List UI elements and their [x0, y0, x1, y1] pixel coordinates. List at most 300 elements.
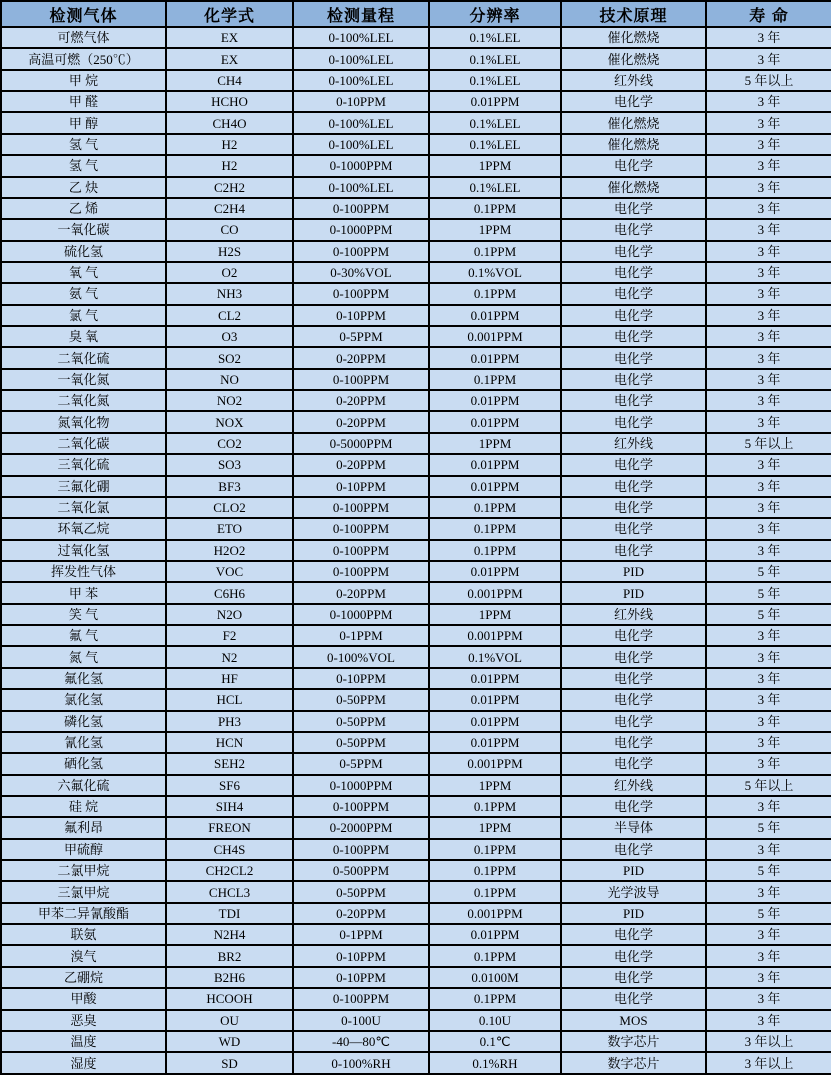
table-cell: 1PPM [429, 219, 561, 240]
table-cell: 0-100%LEL [293, 112, 429, 133]
table-cell: 硫化氢 [1, 241, 166, 262]
table-header-row [1, 1, 831, 27]
table-cell: 0-100PPM [293, 540, 429, 561]
table-cell: 5 年 [706, 582, 831, 603]
table-cell: 0.1PPM [429, 241, 561, 262]
table-cell: 0.1PPM [429, 796, 561, 817]
table-row [1, 924, 831, 945]
table-cell: 5 年以上 [706, 433, 831, 454]
table-cell: 电化学 [561, 497, 706, 518]
table-cell: 3 年 [706, 283, 831, 304]
table-cell: 0.1PPM [429, 839, 561, 860]
table-cell: 0.01PPM [429, 390, 561, 411]
table-cell: 5 年 [706, 561, 831, 582]
table-cell: 1PPM [429, 775, 561, 796]
table-cell: 电化学 [561, 91, 706, 112]
table-cell: CL2 [166, 305, 293, 326]
table-cell: 0.1%LEL [429, 112, 561, 133]
table-cell: ETO [166, 518, 293, 539]
table-cell: 电化学 [561, 155, 706, 176]
table-cell: 3 年 [706, 390, 831, 411]
table-cell: 0-50PPM [293, 689, 429, 710]
table-cell: 0.01PPM [429, 561, 561, 582]
table-cell: 电化学 [561, 839, 706, 860]
table-cell: 3 年 [706, 48, 831, 69]
table-row [1, 155, 831, 176]
table-cell: 0.01PPM [429, 347, 561, 368]
table-cell: CO2 [166, 433, 293, 454]
table-cell: 电化学 [561, 732, 706, 753]
table-cell: 0-50PPM [293, 881, 429, 902]
table-cell: 0.1%VOL [429, 646, 561, 667]
table-cell: 0.01PPM [429, 305, 561, 326]
table-cell: 0-5PPM [293, 753, 429, 774]
table-row [1, 91, 831, 112]
table-cell: 0-20PPM [293, 390, 429, 411]
table-cell: 一氧化氮 [1, 369, 166, 390]
table-row [1, 881, 831, 902]
table-cell: 0-1PPM [293, 625, 429, 646]
table-cell: 电化学 [561, 198, 706, 219]
table-cell: 0.001PPM [429, 903, 561, 924]
table-cell: B2H6 [166, 967, 293, 988]
table-cell: O2 [166, 262, 293, 283]
table-cell: 电化学 [561, 219, 706, 240]
table-row [1, 27, 831, 48]
column-header-gas: 检测气体 [1, 1, 166, 27]
table-row [1, 903, 831, 924]
table-cell: SO2 [166, 347, 293, 368]
table-cell: 0.01PPM [429, 732, 561, 753]
table-cell: 0.1PPM [429, 540, 561, 561]
table-cell: 可燃气体 [1, 27, 166, 48]
table-cell: 二氧化氯 [1, 497, 166, 518]
table-cell: 0.1%LEL [429, 134, 561, 155]
table-cell: 电化学 [561, 454, 706, 475]
table-row [1, 945, 831, 966]
table-cell: 0-20PPM [293, 347, 429, 368]
table-cell: 0-20PPM [293, 903, 429, 924]
table-cell: 臭 氧 [1, 326, 166, 347]
table-cell: 1PPM [429, 604, 561, 625]
table-cell: 三氧化硫 [1, 454, 166, 475]
table-cell: 电化学 [561, 347, 706, 368]
table-cell: 电化学 [561, 262, 706, 283]
table-cell: 0-100PPM [293, 369, 429, 390]
table-row [1, 70, 831, 91]
table-cell: C6H6 [166, 582, 293, 603]
table-cell: TDI [166, 903, 293, 924]
table-cell: NOX [166, 411, 293, 432]
table-cell: CLO2 [166, 497, 293, 518]
table-cell: 催化燃烧 [561, 27, 706, 48]
table-cell: 催化燃烧 [561, 48, 706, 69]
table-cell: 氮氧化物 [1, 411, 166, 432]
table-cell: FREON [166, 817, 293, 838]
table-cell: PID [561, 860, 706, 881]
table-row [1, 347, 831, 368]
table-cell: MOS [561, 1010, 706, 1031]
table-cell: 三氟化硼 [1, 476, 166, 497]
table-row [1, 988, 831, 1009]
table-row [1, 177, 831, 198]
table-cell: 湿度 [1, 1052, 166, 1074]
table-cell: 氢 气 [1, 155, 166, 176]
table-cell: 3 年 [706, 27, 831, 48]
table-cell: 电化学 [561, 668, 706, 689]
table-cell: 硅 烷 [1, 796, 166, 817]
table-cell: 0.01PPM [429, 411, 561, 432]
table-cell: 0-2000PPM [293, 817, 429, 838]
table-cell: PID [561, 561, 706, 582]
table-cell: SD [166, 1052, 293, 1074]
table-cell: 甲 苯 [1, 582, 166, 603]
table-cell: O3 [166, 326, 293, 347]
table-cell: 恶臭 [1, 1010, 166, 1031]
column-header-principle: 技术原理 [561, 1, 706, 27]
table-cell: 1PPM [429, 817, 561, 838]
table-row [1, 625, 831, 646]
table-row [1, 326, 831, 347]
table-row [1, 646, 831, 667]
table-cell: 0.1%VOL [429, 262, 561, 283]
table-row [1, 561, 831, 582]
table-row [1, 732, 831, 753]
table-cell: 0-500PPM [293, 860, 429, 881]
table-cell: 氧 气 [1, 262, 166, 283]
table-cell: 0.1%RH [429, 1052, 561, 1074]
table-cell: 乙 烯 [1, 198, 166, 219]
table-cell: 3 年 [706, 1010, 831, 1031]
table-cell: 0-100PPM [293, 988, 429, 1009]
table-cell: BF3 [166, 476, 293, 497]
table-cell: 3 年 [706, 646, 831, 667]
table-cell: 乙 炔 [1, 177, 166, 198]
column-header-formula: 化学式 [166, 1, 293, 27]
table-cell: 0-20PPM [293, 582, 429, 603]
table-row [1, 112, 831, 133]
table-cell: 0-50PPM [293, 711, 429, 732]
table-cell: 0-100PPM [293, 497, 429, 518]
table-cell: 氯化氢 [1, 689, 166, 710]
table-cell: 电化学 [561, 625, 706, 646]
table-cell: 电化学 [561, 945, 706, 966]
table-cell: 甲硫醇 [1, 839, 166, 860]
table-cell: 催化燃烧 [561, 112, 706, 133]
table-cell: 电化学 [561, 518, 706, 539]
table-cell: 0-100%LEL [293, 134, 429, 155]
table-cell: 0-100%VOL [293, 646, 429, 667]
table-cell: 3 年 [706, 668, 831, 689]
table-cell: 数字芯片 [561, 1031, 706, 1052]
table-cell: 二氧化碳 [1, 433, 166, 454]
table-cell: 0.1PPM [429, 369, 561, 390]
table-cell: 电化学 [561, 967, 706, 988]
table-row [1, 668, 831, 689]
table-cell: 乙硼烷 [1, 967, 166, 988]
table-cell: 0-5000PPM [293, 433, 429, 454]
table-cell: 0-10PPM [293, 91, 429, 112]
table-row [1, 518, 831, 539]
table-cell: 二氧化硫 [1, 347, 166, 368]
table-row [1, 134, 831, 155]
table-cell: 电化学 [561, 753, 706, 774]
table-cell: 联氨 [1, 924, 166, 945]
table-cell: 0-20PPM [293, 454, 429, 475]
table-cell: 高温可燃（250℃） [1, 48, 166, 69]
table-cell: 环氧乙烷 [1, 518, 166, 539]
table-cell: 3 年 [706, 881, 831, 902]
table-row [1, 497, 831, 518]
table-row [1, 219, 831, 240]
table-cell: 0-1000PPM [293, 775, 429, 796]
table-cell: 二氧化氮 [1, 390, 166, 411]
table-cell: 电化学 [561, 326, 706, 347]
table-cell: 0-100PPM [293, 796, 429, 817]
table-cell: 氯 气 [1, 305, 166, 326]
table-cell: 5 年以上 [706, 775, 831, 796]
table-cell: 0.001PPM [429, 326, 561, 347]
table-row [1, 433, 831, 454]
table-cell: 0-1000PPM [293, 219, 429, 240]
table-cell: 氰化氢 [1, 732, 166, 753]
table-cell: 三氯甲烷 [1, 881, 166, 902]
table-cell: 0-30%VOL [293, 262, 429, 283]
table-cell: CH2CL2 [166, 860, 293, 881]
table-cell: 电化学 [561, 369, 706, 390]
table-cell: 红外线 [561, 433, 706, 454]
table-cell: 3 年 [706, 497, 831, 518]
table-cell: 3 年 [706, 625, 831, 646]
table-cell: 数字芯片 [561, 1052, 706, 1074]
table-cell: -40—80℃ [293, 1031, 429, 1052]
table-row [1, 604, 831, 625]
table-cell: 3 年 [706, 326, 831, 347]
table-row [1, 817, 831, 838]
table-cell: 甲 醇 [1, 112, 166, 133]
table-cell: 甲酸 [1, 988, 166, 1009]
table-cell: 3 年 [706, 967, 831, 988]
table-cell: 红外线 [561, 70, 706, 91]
table-cell: WD [166, 1031, 293, 1052]
table-cell: 氢 气 [1, 134, 166, 155]
table-cell: 3 年 [706, 134, 831, 155]
table-cell: H2 [166, 155, 293, 176]
table-cell: 0.0100M [429, 967, 561, 988]
table-row [1, 305, 831, 326]
table-row [1, 582, 831, 603]
table-cell: 电化学 [561, 540, 706, 561]
table-cell: 0-100PPM [293, 198, 429, 219]
table-row [1, 711, 831, 732]
table-cell: EX [166, 27, 293, 48]
table-cell: CO [166, 219, 293, 240]
table-row [1, 1010, 831, 1031]
table-cell: 0-50PPM [293, 732, 429, 753]
table-cell: PID [561, 582, 706, 603]
table-cell: SEH2 [166, 753, 293, 774]
table-cell: 红外线 [561, 775, 706, 796]
column-header-range: 检测量程 [293, 1, 429, 27]
table-cell: 3 年 [706, 540, 831, 561]
table-cell: 氟 气 [1, 625, 166, 646]
table-cell: 0-10PPM [293, 305, 429, 326]
table-cell: 0.001PPM [429, 753, 561, 774]
table-cell: 0.1PPM [429, 518, 561, 539]
table-cell: 氮 气 [1, 646, 166, 667]
table-cell: NH3 [166, 283, 293, 304]
table-cell: C2H4 [166, 198, 293, 219]
table-cell: 二氯甲烷 [1, 860, 166, 881]
table-cell: 磷化氢 [1, 711, 166, 732]
table-row [1, 860, 831, 881]
table-cell: 0-10PPM [293, 668, 429, 689]
table-cell: PH3 [166, 711, 293, 732]
table-cell: 3 年 [706, 924, 831, 945]
table-cell: 0.1%LEL [429, 177, 561, 198]
table-cell: 甲 醛 [1, 91, 166, 112]
table-cell: 0.001PPM [429, 582, 561, 603]
table-cell: 3 年 [706, 945, 831, 966]
table-cell: 0-100PPM [293, 518, 429, 539]
table-cell: N2H4 [166, 924, 293, 945]
table-cell: 一氧化碳 [1, 219, 166, 240]
table-cell: 0.1℃ [429, 1031, 561, 1052]
table-cell: 1PPM [429, 155, 561, 176]
table-cell: H2S [166, 241, 293, 262]
table-cell: 3 年 [706, 753, 831, 774]
table-cell: 0.1PPM [429, 198, 561, 219]
table-cell: EX [166, 48, 293, 69]
table-cell: 硒化氢 [1, 753, 166, 774]
table-cell: 电化学 [561, 924, 706, 945]
table-row [1, 839, 831, 860]
table-cell: HCHO [166, 91, 293, 112]
table-cell: OU [166, 1010, 293, 1031]
table-cell: 3 年 [706, 518, 831, 539]
table-cell: 电化学 [561, 476, 706, 497]
table-cell: 0.1PPM [429, 945, 561, 966]
table-cell: HF [166, 668, 293, 689]
table-cell: 0-100%LEL [293, 27, 429, 48]
table-cell: 3 年 [706, 155, 831, 176]
table-cell: 3 年 [706, 476, 831, 497]
table-cell: SO3 [166, 454, 293, 475]
table-row [1, 1031, 831, 1052]
table-row [1, 198, 831, 219]
table-cell: CH4 [166, 70, 293, 91]
table-cell: 3 年 [706, 262, 831, 283]
table-cell: 0-100PPM [293, 561, 429, 582]
table-cell: 5 年以上 [706, 70, 831, 91]
table-cell: 0-10PPM [293, 476, 429, 497]
table-cell: 温度 [1, 1031, 166, 1052]
table-cell: 3 年 [706, 839, 831, 860]
table-cell: 0.1PPM [429, 283, 561, 304]
table-cell: 0-100PPM [293, 241, 429, 262]
table-row [1, 689, 831, 710]
table-row [1, 753, 831, 774]
table-cell: 氟化氢 [1, 668, 166, 689]
table-cell: 0-100PPM [293, 283, 429, 304]
table-cell: 催化燃烧 [561, 134, 706, 155]
table-cell: 溴气 [1, 945, 166, 966]
table-cell: 0.01PPM [429, 668, 561, 689]
table-cell: 0-100U [293, 1010, 429, 1031]
table-row [1, 411, 831, 432]
table-cell: 5 年 [706, 903, 831, 924]
table-cell: NO [166, 369, 293, 390]
table-cell: 3 年 [706, 177, 831, 198]
table-row [1, 967, 831, 988]
table-cell: N2 [166, 646, 293, 667]
table-cell: 0.1%LEL [429, 48, 561, 69]
table-cell: 氟利昂 [1, 817, 166, 838]
table-cell: CHCL3 [166, 881, 293, 902]
table-cell: SF6 [166, 775, 293, 796]
table-cell: 3 年 [706, 198, 831, 219]
table-cell: 3 年 [706, 112, 831, 133]
table-row [1, 1052, 831, 1074]
table-cell: 电化学 [561, 796, 706, 817]
table-cell: C2H2 [166, 177, 293, 198]
table-cell: VOC [166, 561, 293, 582]
table-cell: 0-1000PPM [293, 604, 429, 625]
table-cell: 0.10U [429, 1010, 561, 1031]
table-row [1, 283, 831, 304]
table-cell: 3 年 [706, 689, 831, 710]
table-cell: 3 年 [706, 241, 831, 262]
table-cell: 3 年 [706, 988, 831, 1009]
table-cell: 0-20PPM [293, 411, 429, 432]
table-cell: 电化学 [561, 411, 706, 432]
table-cell: 0.01PPM [429, 91, 561, 112]
table-cell: 0-5PPM [293, 326, 429, 347]
table-cell: 电化学 [561, 689, 706, 710]
table-cell: 电化学 [561, 241, 706, 262]
table-cell: N2O [166, 604, 293, 625]
table-cell: 3 年 [706, 305, 831, 326]
table-cell: 3 年 [706, 347, 831, 368]
table-cell: 半导体 [561, 817, 706, 838]
table-cell: 3 年以上 [706, 1031, 831, 1052]
table-cell: 3 年 [706, 91, 831, 112]
table-cell: 3 年 [706, 411, 831, 432]
table-cell: 1PPM [429, 433, 561, 454]
table-row [1, 369, 831, 390]
table-cell: 0.1PPM [429, 497, 561, 518]
table-body [1, 27, 831, 1074]
table-cell: 红外线 [561, 604, 706, 625]
table-cell: 5 年 [706, 817, 831, 838]
table-cell: 5 年 [706, 604, 831, 625]
table-cell: 3 年 [706, 796, 831, 817]
table-cell: 电化学 [561, 390, 706, 411]
table-cell: 甲苯二异氰酸酯 [1, 903, 166, 924]
table-row [1, 390, 831, 411]
table-cell: 光学波导 [561, 881, 706, 902]
table-cell: CH4O [166, 112, 293, 133]
table-cell: 3 年 [706, 454, 831, 475]
table-cell: H2 [166, 134, 293, 155]
table-cell: 3 年 [706, 732, 831, 753]
table-cell: 0.001PPM [429, 625, 561, 646]
table-cell: NO2 [166, 390, 293, 411]
table-cell: 0.01PPM [429, 454, 561, 475]
table-cell: 电化学 [561, 305, 706, 326]
table-cell: 0.01PPM [429, 711, 561, 732]
table-cell: CH4S [166, 839, 293, 860]
